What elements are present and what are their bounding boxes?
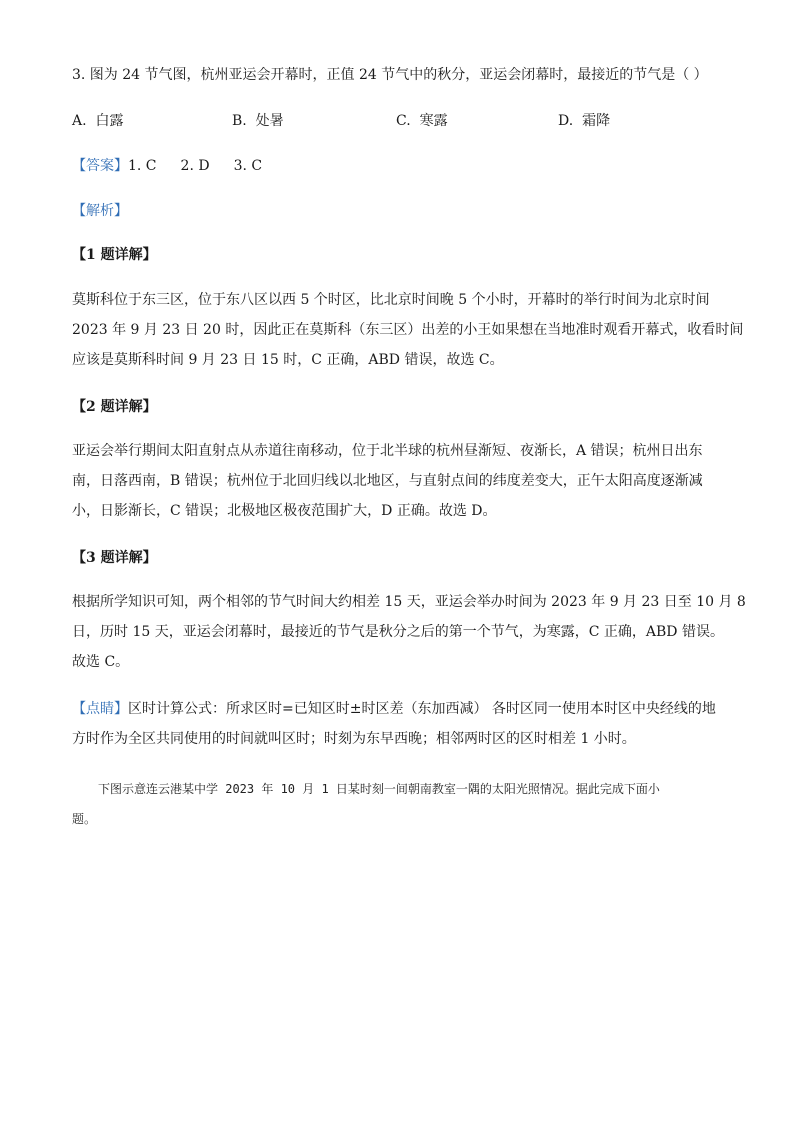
option-b-letter: B. <box>232 113 247 129</box>
detail-2-paragraph <box>72 410 724 526</box>
analysis-label: 【解析】 <box>72 203 128 219</box>
answer-label: 【答案】 <box>72 158 128 174</box>
detail-1-line-1: 莫斯科位于东三区，位于东八区以西 5 个时区，比北京时间晚 5 个小时，开幕时的举行时间为北京时间 <box>72 292 710 308</box>
tip-line-1 <box>72 694 724 724</box>
option-c-letter: C. <box>396 113 411 129</box>
answer-line <box>72 157 722 175</box>
answer-item-2: 2. D <box>180 158 210 174</box>
detail-3-heading: 【3 题详解】 <box>72 550 157 566</box>
intro-line-2: 题。 <box>72 812 97 826</box>
next-question-intro <box>72 774 722 834</box>
detail-1-heading: 【1 题详解】 <box>72 247 157 263</box>
question-3-options <box>72 112 722 130</box>
option-d <box>558 112 610 130</box>
detail-1-paragraph <box>72 259 744 375</box>
option-a-text: 白露 <box>95 113 124 129</box>
detail-3-paragraph <box>72 561 746 677</box>
tip-paragraph <box>72 694 724 754</box>
tip-line-1-text: 区时计算公式：所求区时=已知区时±时区差（东加西减） 各时区同一使用本时区中央经线的地 <box>128 701 716 717</box>
detail-1-line-2: 2023 年 9 月 23 日 20 时，因此正在莫斯科（东三区）出差的小王如果想在当地准时观看开幕式，收看时间 <box>72 322 744 338</box>
option-b-text: 处暑 <box>255 113 284 129</box>
detail-1-line-3: 应该是莫斯科时间 9 月 23 日 15 时，C 正确，ABD 错误，故选 C。 <box>72 352 504 368</box>
detail-3-line-3: 故选 C。 <box>72 654 130 670</box>
detail-2-line-3: 小，日影渐长，C 错误；北极地区极夜范围扩大，D 正确。故选 D。 <box>72 503 497 519</box>
option-d-letter: D. <box>558 113 574 129</box>
option-a <box>72 112 123 130</box>
detail-3-line-1: 根据所学知识可知，两个相邻的节气时间大约相差 15 天，亚运会举办时间为 2023 年 9 月 23 日至 10 月 8 <box>72 594 746 610</box>
tip-line-2: 方时作为全区共同使用的时间就叫区时；时刻为东早西晚；相邻两时区的区时相差 1 小时。 <box>72 731 636 747</box>
answer-item-3: 3. C <box>233 158 263 174</box>
option-d-text: 霜降 <box>582 113 611 129</box>
answer-item-1: 1. C <box>128 158 157 174</box>
option-c-text: 寒露 <box>419 113 448 129</box>
question-3-stem: 3. 图为 24 节气图，杭州亚运会开幕时，正值 24 节气中的秋分，亚运会闭幕时，最接近的节气是（ ） <box>72 67 708 83</box>
detail-2-heading: 【2 题详解】 <box>72 399 157 415</box>
detail-2-line-2: 南，日落西南，B 错误；杭州位于北回归线以北地区，与直射点间的纬度差变大，正午太阳高度逐渐减 <box>72 473 703 489</box>
detail-3-line-2: 日，历时 15 天，亚运会闭幕时，最接近的节气是秋分之后的第一个节气，为寒露，C 正确，ABD 错误。 <box>72 624 724 640</box>
detail-2-line-1: 亚运会举行期间太阳直射点从赤道往南移动，位于北半球的杭州昼渐短、夜渐长，A 错误；杭州日出东 <box>72 443 703 459</box>
option-c <box>396 112 448 130</box>
intro-line-1: 下图示意连云港某中学 2023 年 10 月 1 日某时刻一间朝南教室一隅的太阳光照情况。据此完成下面小 <box>98 782 660 796</box>
tip-label: 【点睛】 <box>72 701 128 717</box>
option-a-letter: A. <box>72 113 87 129</box>
option-b <box>232 112 284 130</box>
